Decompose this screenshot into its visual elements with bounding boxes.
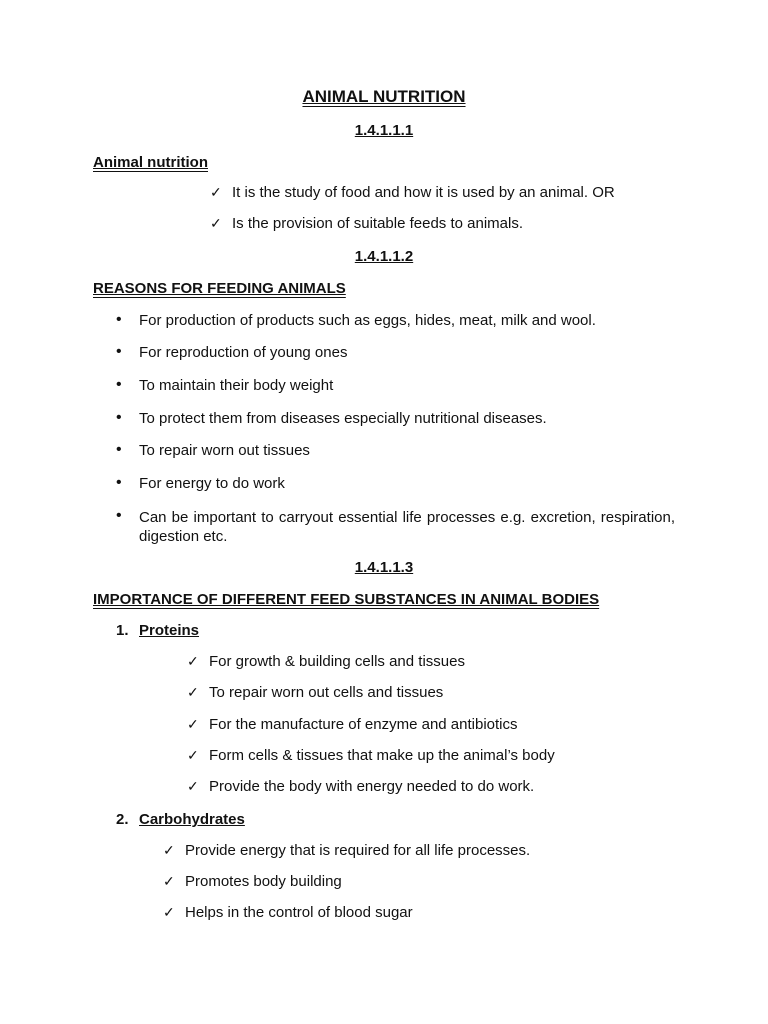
bullet-icon: • [116, 409, 122, 426]
list-number: 1. [116, 622, 129, 639]
document-title: ANIMAL NUTRITION [302, 87, 466, 106]
bullet-icon: • [116, 376, 122, 393]
check-item: Provide energy that is required for all life processes. [185, 842, 531, 859]
check-icon: ✓ [187, 716, 199, 732]
check-icon: ✓ [210, 215, 222, 231]
check-item: For the manufacture of enzyme and antibiotics [209, 716, 518, 733]
section-number: 1.4.1.1.2 [354, 248, 414, 265]
check-icon: ✓ [187, 747, 199, 763]
bullet-item: For energy to do work [139, 475, 285, 492]
check-icon: ✓ [187, 653, 199, 669]
bullet-icon: • [116, 311, 122, 328]
list-label: Carbohydrates [139, 811, 245, 828]
check-item: To repair worn out cells and tissues [209, 684, 444, 701]
check-icon: ✓ [163, 873, 175, 889]
section-heading: IMPORTANCE OF DIFFERENT FEED SUBSTANCES IN ANIMAL BODIES [93, 591, 600, 608]
bullet-icon: • [116, 343, 122, 360]
section-heading: Animal nutrition [93, 154, 208, 171]
bullet-item: Can be important to carryout essential life processes e.g. excretion, respiration, digestion etc. [139, 509, 675, 545]
check-item: Form cells & tissues that make up the animal’s body [209, 747, 555, 764]
bullet-item: To protect them from diseases especially nutritional diseases. [139, 410, 547, 427]
check-icon: ✓ [163, 842, 175, 858]
section-number: 1.4.1.1.1 [354, 122, 414, 139]
section-number: 1.4.1.1.3 [354, 559, 414, 576]
bullet-icon: • [116, 441, 122, 458]
list-label: Proteins [139, 622, 200, 639]
check-icon: ✓ [187, 778, 199, 794]
check-icon: ✓ [210, 184, 222, 200]
check-icon: ✓ [187, 684, 199, 700]
bullet-item: To maintain their body weight [139, 377, 334, 394]
check-item: For growth & building cells and tissues [209, 653, 465, 670]
bullet-item: To repair worn out tissues [139, 442, 310, 459]
check-item: Is the provision of suitable feeds to animals. [232, 215, 523, 232]
bullet-icon: • [116, 474, 122, 491]
check-icon: ✓ [163, 904, 175, 920]
list-number: 2. [116, 811, 129, 828]
bullet-icon: • [116, 507, 122, 524]
bullet-item: For reproduction of young ones [139, 344, 348, 361]
check-item: Promotes body building [185, 873, 342, 890]
section-heading: REASONS FOR FEEDING ANIMALS [93, 280, 346, 297]
check-item: Provide the body with energy needed to do work. [209, 778, 535, 795]
check-item: It is the study of food and how it is used by an animal. OR [232, 184, 615, 201]
bullet-item: For production of products such as eggs, hides, meat, milk and wool. [139, 312, 596, 329]
check-item: Helps in the control of blood sugar [185, 904, 413, 921]
